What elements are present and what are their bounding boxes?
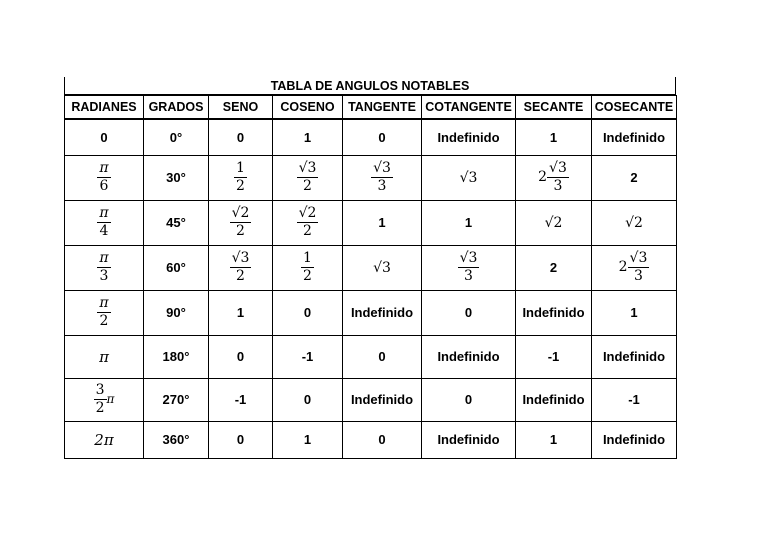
cell-sec: Indefinido <box>516 378 592 421</box>
cell-sin: 1 <box>209 290 273 335</box>
header-row <box>65 96 677 120</box>
cell-sec: 2 <box>516 245 592 290</box>
cell-fraction <box>97 161 110 193</box>
cell-sin <box>209 200 273 245</box>
header-seno: SENO <box>209 96 273 120</box>
table-row <box>65 119 677 155</box>
fraction-numerator: 3 <box>95 382 105 399</box>
table-row <box>65 200 677 245</box>
cell-sec: -1 <box>516 335 592 378</box>
fraction-denominator: 2 <box>95 400 105 416</box>
cell-fraction <box>547 161 569 193</box>
table-row <box>65 155 677 200</box>
cell-tan: 0 <box>343 119 422 155</box>
fraction-numerator: √3 <box>298 160 317 177</box>
cell-deg: 45° <box>144 200 209 245</box>
cell-pi: 2π <box>94 430 114 449</box>
cell-rad <box>65 155 144 200</box>
cell-sin: -1 <box>209 378 273 421</box>
cell-cot: Indefinido <box>422 119 516 155</box>
cell-rad <box>65 378 144 421</box>
cell-fraction <box>234 161 247 193</box>
cell-tan: 1 <box>343 200 422 245</box>
cell-rad: 0 <box>65 119 144 155</box>
cell-fraction <box>97 251 110 283</box>
fraction-denominator: 3 <box>464 268 473 284</box>
cell-sin <box>209 245 273 290</box>
fraction-denominator: 4 <box>99 223 109 239</box>
cell-cos: -1 <box>273 335 343 378</box>
header-cosecante: COSECANTE <box>592 96 677 120</box>
fraction-numerator: 1 <box>303 250 312 267</box>
cell-fraction <box>301 251 314 283</box>
cell-fraction <box>297 161 319 193</box>
cell-fraction <box>97 296 110 328</box>
fraction-numerator: √3 <box>629 250 648 267</box>
cell-rad <box>65 335 144 378</box>
cell-sin: 0 <box>209 119 273 155</box>
cell-csc <box>592 245 677 290</box>
cell-fraction <box>371 161 393 193</box>
fraction-numerator: √3 <box>231 250 250 267</box>
fraction-denominator: 2 <box>99 313 109 329</box>
cell-rad <box>65 290 144 335</box>
header-secante: SECANTE <box>516 96 592 120</box>
cell-cot <box>422 245 516 290</box>
cell-sin: 0 <box>209 421 273 458</box>
cell-tan <box>343 155 422 200</box>
cell-tan: Indefinido <box>343 378 422 421</box>
table-row <box>65 378 677 421</box>
fraction-denominator: 3 <box>377 178 387 194</box>
cell-fraction <box>297 206 319 238</box>
table-row <box>65 335 677 378</box>
cell-csc: -1 <box>592 378 677 421</box>
fraction-denominator: 3 <box>99 268 109 284</box>
cell-fraction <box>230 251 252 283</box>
cell-cos: 1 <box>273 119 343 155</box>
cell-fraction <box>230 206 252 238</box>
cell-rad <box>65 200 144 245</box>
cell-tan: 0 <box>343 421 422 458</box>
fraction-numerator: π <box>99 205 109 222</box>
fraction-denominator: 2 <box>236 178 245 194</box>
notable-angles-table <box>64 95 677 459</box>
cell-cos <box>273 200 343 245</box>
header-radianes: RADIANES <box>65 96 144 120</box>
cell-rad <box>65 421 144 458</box>
cell-sin <box>209 155 273 200</box>
cell-deg: 30° <box>144 155 209 200</box>
cell-radical: √3 <box>459 169 478 186</box>
cell-csc: 1 <box>592 290 677 335</box>
cell-deg: 60° <box>144 245 209 290</box>
fraction-numerator: 1 <box>236 160 245 177</box>
header-coseno: COSENO <box>273 96 343 120</box>
cell-cos <box>273 245 343 290</box>
cell-sin: 0 <box>209 335 273 378</box>
cell-fraction <box>458 251 480 283</box>
cell-deg: 180° <box>144 335 209 378</box>
table-title: TABLA DE ANGULOS NOTABLES <box>64 77 676 95</box>
fraction-numerator: π <box>99 160 109 177</box>
cell-csc: 2 <box>592 155 677 200</box>
header-grados: GRADOS <box>144 96 209 120</box>
cell-csc: Indefinido <box>592 119 677 155</box>
cell-cot: 1 <box>422 200 516 245</box>
trig-table-sheet <box>64 77 676 459</box>
fraction-denominator: 2 <box>303 178 312 194</box>
fraction-numerator: √2 <box>298 205 317 222</box>
cell-deg: 270° <box>144 378 209 421</box>
fraction-denominator: 3 <box>553 178 563 194</box>
cell-fraction <box>97 206 110 238</box>
cell-cot: Indefinido <box>422 335 516 378</box>
header-tangente: TANGENTE <box>343 96 422 120</box>
fraction-denominator: 2 <box>303 268 312 284</box>
cell-coefficient: 2 <box>618 259 628 276</box>
cell-cos: 0 <box>273 290 343 335</box>
cell-deg: 0° <box>144 119 209 155</box>
fraction-numerator: π <box>99 250 109 267</box>
fraction-numerator: π <box>99 295 109 312</box>
cell-sec <box>516 200 592 245</box>
fraction-numerator: √3 <box>459 250 478 267</box>
cell-fraction <box>94 383 107 415</box>
fraction-denominator: 2 <box>236 268 245 284</box>
cell-tan: 0 <box>343 335 422 378</box>
cell-coefficient: 2 <box>538 169 548 186</box>
cell-cot: Indefinido <box>422 421 516 458</box>
header-cotangente: COTANGENTE <box>422 96 516 120</box>
cell-cot: 0 <box>422 378 516 421</box>
cell-deg: 360° <box>144 421 209 458</box>
fraction-numerator: √3 <box>373 160 391 177</box>
table-row <box>65 421 677 458</box>
cell-radical: √2 <box>625 214 643 231</box>
cell-radical: √3 <box>373 259 391 276</box>
cell-csc <box>592 200 677 245</box>
cell-cos <box>273 155 343 200</box>
fraction-numerator: √2 <box>231 205 250 222</box>
cell-cos: 1 <box>273 421 343 458</box>
cell-radical: √2 <box>544 214 563 231</box>
fraction-denominator: 3 <box>634 268 643 284</box>
fraction-numerator: √3 <box>549 160 567 177</box>
cell-csc: Indefinido <box>592 335 677 378</box>
cell-sec <box>516 155 592 200</box>
cell-tan: Indefinido <box>343 290 422 335</box>
cell-sec: Indefinido <box>516 290 592 335</box>
cell-pi: π <box>99 347 109 366</box>
fraction-denominator: 2 <box>303 223 312 239</box>
cell-cot: 0 <box>422 290 516 335</box>
cell-sec: 1 <box>516 421 592 458</box>
cell-pi-suffix: π <box>106 392 115 407</box>
cell-tan <box>343 245 422 290</box>
cell-rad <box>65 245 144 290</box>
cell-sec: 1 <box>516 119 592 155</box>
fraction-denominator: 2 <box>236 223 245 239</box>
table-row <box>65 290 677 335</box>
table-row <box>65 245 677 290</box>
cell-fraction <box>628 251 650 283</box>
fraction-denominator: 6 <box>99 178 109 194</box>
cell-cot <box>422 155 516 200</box>
cell-deg: 90° <box>144 290 209 335</box>
cell-csc: Indefinido <box>592 421 677 458</box>
cell-cos: 0 <box>273 378 343 421</box>
